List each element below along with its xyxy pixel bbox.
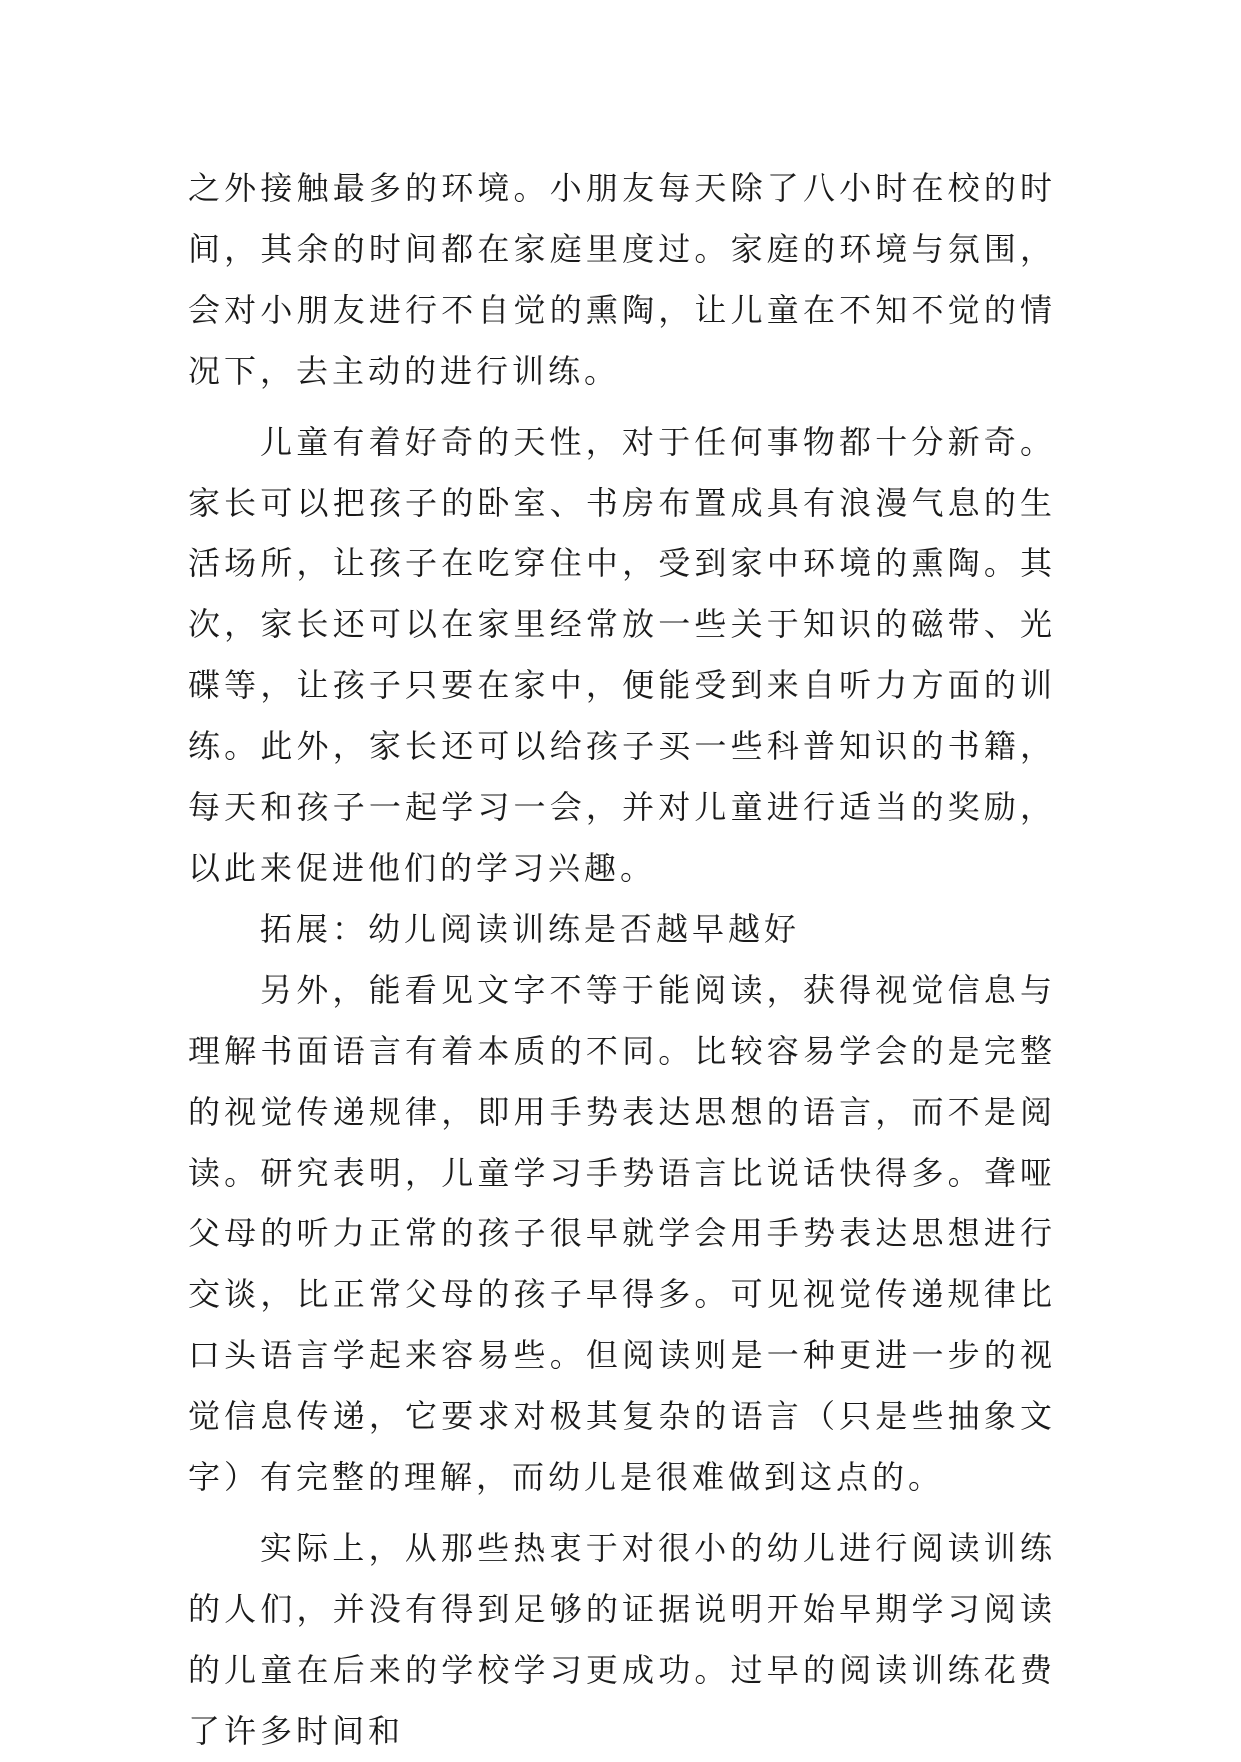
document-body <box>188 158 1056 1762</box>
paragraph-continuation: 之外接触最多的环境。小朋友每天除了八小时在校的时间，其余的时间都在家庭里度过。家庭的环境与氛围，会对小朋友进行不自觉的熏陶，让儿童在不知不觉的情况下，去主动的进行训练。 <box>188 169 1056 390</box>
paragraph-curiosity: 儿童有着好奇的天性，对于任何事物都十分新奇。家长可以把孩子的卧室、书房布置成具有浪漫气息的生活场所，让孩子在吃穿住中，受到家中环境的熏陶。其次，家长还可以在家里经常放一些关于知识的磁带、光碟等，让孩子只要在家中，便能受到来自听力方面的训练。此外，家长还可以给孩子买一些科普知识的书籍，每天和孩子一起学习一会，并对儿童进行适当的奖励，以此来促进他们的学习兴趣。 <box>188 422 1056 887</box>
section-heading-extension: 拓展：幼儿阅读训练是否越早越好 <box>260 909 801 948</box>
paragraph-early-reading: 实际上，从那些热衷于对很小的幼儿进行阅读训练的人们，并没有得到足够的证据说明开始早期学习阅读的儿童在后来的学校学习更成功。过早的阅读训练花费了许多时间和 <box>188 1528 1056 1750</box>
paragraph-visual-reading: 另外，能看见文字不等于能阅读，获得视觉信息与理解书面语言有着本质的不同。比较容易学会的是完整的视觉传递规律，即用手势表达思想的语言，而不是阅读。研究表明，儿童学习手势语言比说话快得多。聋哑父母的听力正常的孩子很早就学会用手势表达思想进行交谈，比正常父母的孩子早得多。可见视觉传递规律比口头语言学起来容易些。但阅读则是一种更进一步的视觉信息传递，它要求对极其复杂的语言（只是些抽象文字）有完整的理解，而幼儿是很难做到这点的。 <box>188 970 1056 1497</box>
